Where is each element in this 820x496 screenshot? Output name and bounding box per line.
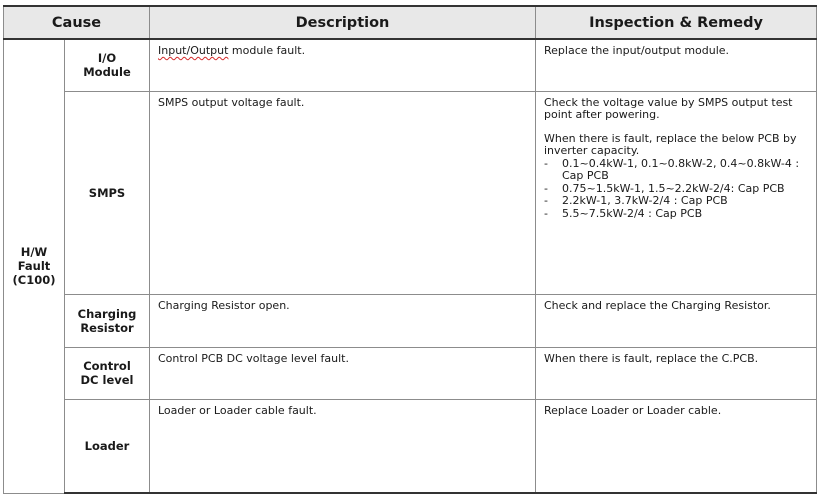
cause-cell xyxy=(65,91,150,294)
description-text: Control PCB DC voltage level fault. xyxy=(158,351,349,365)
description-text: SMPS output voltage fault. xyxy=(158,95,305,109)
cause-label: SMPS xyxy=(88,185,126,200)
header-description: Description xyxy=(150,6,536,39)
remedy-cell xyxy=(536,39,817,91)
spelling-marked-text: Input/Output xyxy=(158,44,229,57)
remedy-text: Check and replace the Charging Resistor. xyxy=(544,298,771,312)
cause-cell xyxy=(65,39,150,91)
remedy-cell xyxy=(536,294,817,347)
remedy-cell xyxy=(536,347,817,399)
cause-label: Charging xyxy=(77,306,137,321)
header-remedy: Inspection & Remedy xyxy=(536,6,817,39)
header-cause: Cause xyxy=(4,6,150,39)
fault-group-cell xyxy=(4,39,65,493)
table-row xyxy=(4,347,817,399)
table-row xyxy=(4,91,817,294)
cause-cell xyxy=(65,347,150,399)
description-cell xyxy=(150,39,536,91)
table-row xyxy=(4,294,817,347)
cause-cell xyxy=(65,294,150,347)
list-item: - 2.2kW-1, 3.7kW-2/4 : Cap PCB xyxy=(544,194,728,207)
remedy-text: When there is fault, replace the C.PCB. xyxy=(544,351,759,365)
remedy-text: Replace the input/output module. xyxy=(544,44,730,57)
remedy-text: Replace Loader or Loader cable. xyxy=(544,403,722,417)
capacity-list xyxy=(544,158,808,221)
fault-code: (C100) xyxy=(12,273,56,288)
fault-group-label: Fault xyxy=(17,259,51,274)
cause-label: Control xyxy=(83,359,131,373)
description-cell xyxy=(150,91,536,294)
list-item: - 0.75~1.5kW-1, 1.5~2.2kW-2/4: Cap PCB xyxy=(544,181,785,195)
remedy-text: Check the voltage value by SMPS output test point after powering. xyxy=(544,95,793,121)
cause-cell xyxy=(65,399,150,493)
cause-label: Loader xyxy=(84,438,130,453)
cause-label: DC level xyxy=(80,373,134,387)
description-cell xyxy=(150,399,536,493)
fault-table xyxy=(3,5,817,494)
description-text: module fault. xyxy=(228,44,306,57)
description-text: Loader or Loader cable fault. xyxy=(158,403,317,417)
list-item: - 5.5~7.5kW-2/4 : Cap PCB xyxy=(544,206,703,220)
cause-label: Module xyxy=(83,65,131,80)
remedy-text: When there is fault, replace the below PCB by inverter capacity. xyxy=(544,131,797,157)
header-row xyxy=(4,6,817,39)
description-cell xyxy=(150,294,536,347)
remedy-cell xyxy=(536,399,817,493)
fault-group-label: H/W xyxy=(20,245,48,260)
cause-label: I/O xyxy=(97,51,117,66)
remedy-cell xyxy=(536,91,817,294)
description-text: Charging Resistor open. xyxy=(158,298,290,312)
list-item: - 0.1~0.4kW-1, 0.1~0.8kW-2, 0.4~0.8kW-4 : Cap PCB xyxy=(544,156,800,182)
description-cell xyxy=(150,347,536,399)
cause-label: Resistor xyxy=(80,320,134,335)
table-row xyxy=(4,399,817,493)
table-row xyxy=(4,39,817,91)
